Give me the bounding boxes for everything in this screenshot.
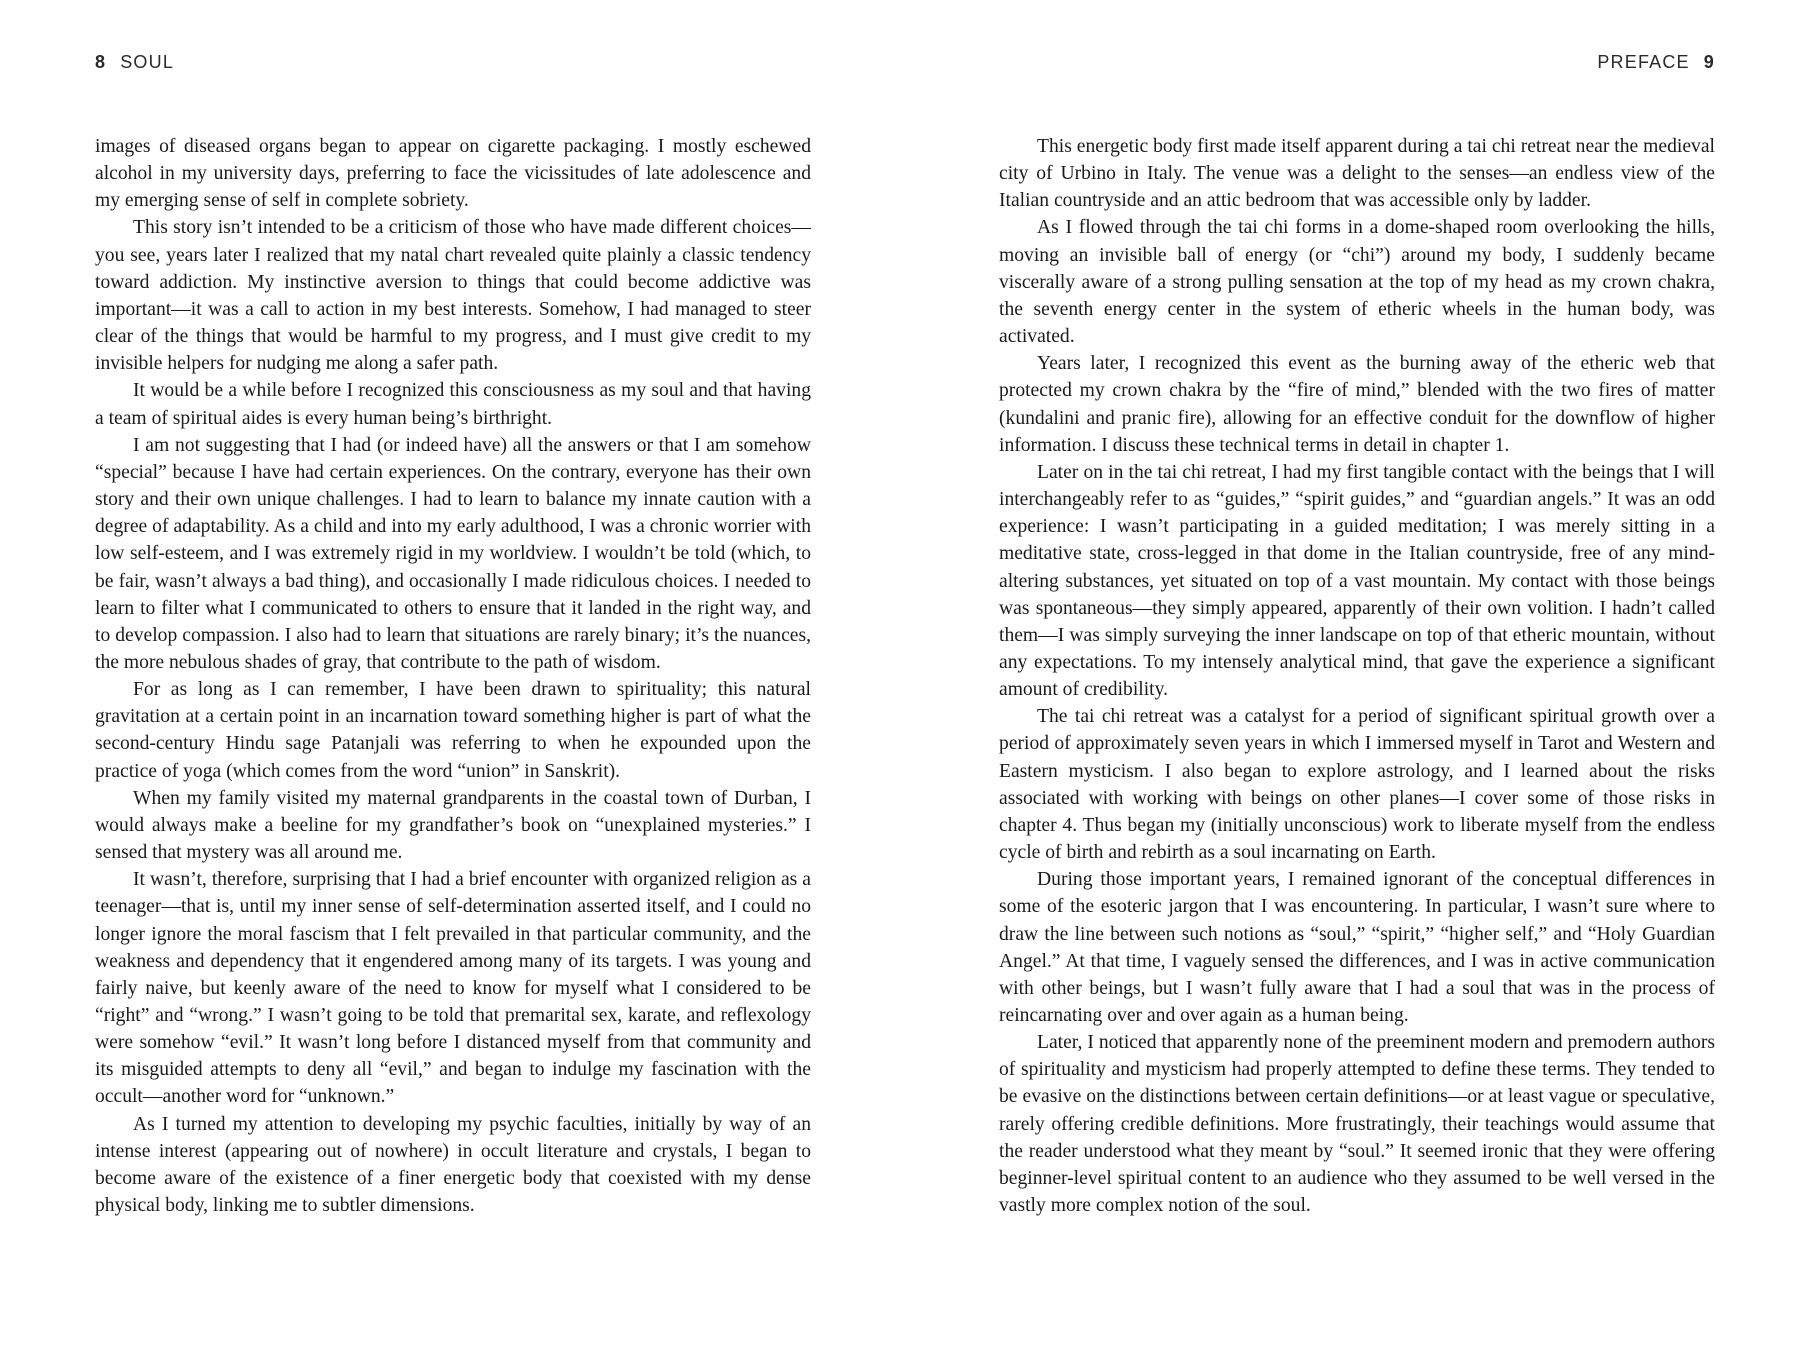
paragraph: It would be a while before I recognized this consciousness as my soul and that having a team of spiritual aides is every human being’s birthright. [95, 380, 811, 429]
left-running-title: SOUL [120, 52, 175, 72]
right-page-number: 9 [1703, 52, 1715, 72]
paragraph: This energetic body first made itself apparent during a tai chi retreat near the medieval city of Urbino in Italy. The venue was a delight to the senses—an endless view of the Italian countryside and an attic bedroom that was accessible only by ladder. [999, 136, 1715, 212]
right-running-title: PREFACE [1597, 52, 1690, 72]
paragraph: When my family visited my maternal grandparents in the coastal town of Durban, I would always make a beeline for my grandfather’s book on “unexplained mysteries.” I sensed that mystery was all around me. [95, 787, 811, 864]
paragraph: The tai chi retreat was a catalyst for a period of significant spiritual growth over a period of approximately seven years in which I immersed myself in Tarot and Western and Eastern mysticism. I also began to explore astrology, and I learned about the risks associated with working with beings on other planes—I cover some of those risks in chapter 4. Thus began my (initially unconscious) work to liberate myself from the endless cycle of birth and rebirth as a soul incarnating on Earth. [999, 706, 1715, 864]
paragraph: This story isn’t intended to be a criticism of those who have made different choices—you see, years later I realized that my natal chart revealed quite plainly a classic tendency toward addiction. My instinctive aversion to things that could become addictive was important—it was a call to action in my best interests. Somehow, I had managed to steer clear of the things that would be harmful to my progress, and I must give credit to my invisible helpers for nudging me along a safer path. [95, 217, 811, 375]
left-running-head [95, 52, 174, 73]
paragraph: For as long as I can remember, I have been drawn to spirituality; this natural gravitation at a certain point in an incarnation toward something higher is part of what the second-century Hindu sage Patanjali was referring to when he expounded upon the practice of yoga (which comes from the word “union” in Sanskrit). [95, 679, 811, 782]
paragraph: images of diseased organs began to appear on cigarette packaging. I mostly eschewed alcohol in my university days, preferring to face the vicissitudes of late adolescence and my emerging sense of self in complete sobriety. [95, 136, 811, 212]
paragraph: Years later, I recognized this event as the burning away of the etheric web that protected my crown chakra by the “fire of mind,” blended with the two fires of matter (kundalini and pranic fire), allowing for an effective conduit for the downflow of higher information. I discuss these technical terms in detail in chapter 1. [999, 353, 1715, 456]
paragraph: Later, I noticed that apparently none of the preeminent modern and premodern authors of spirituality and mysticism had properly attempted to define these terms. They tended to be evasive on the distinctions between certain definitions—or at least vague or speculative, rarely offering credible definitions. More frustratingly, their teachings would assume that the reader understood what they meant by “soul.” It seemed ironic that they were offering beginner-level spiritual content to an audience who they assumed to be well versed in the vastly more complex notion of the soul. [999, 1032, 1715, 1217]
paragraph: Later on in the tai chi retreat, I had my first tangible contact with the beings that I will interchangeably refer to as “guides,” “spirit guides,” and “guardian angels.” It was an odd experience: I wasn’t participating in a guided meditation; I was merely sitting in a meditative state, cross-legged in that dome in the Italian countryside, free of any mind-altering substances, yet situated on top of a vast mountain. My contact with those beings was spontaneous—they simply appeared, apparently of their own volition. I hadn’t called them—I was simply surveying the inner landscape on top of that etheric mountain, without any expectations. To my intensely analytical mind, that gave the experience a significant amount of credibility. [999, 461, 1715, 701]
left-page-body [95, 133, 811, 1219]
paragraph: As I turned my attention to developing my psychic faculties, initially by way of an intense interest (appearing out of nowhere) in occult literature and crystals, I began to become aware of the existence of a finer energetic body that coexisted with my dense physical body, linking me to subtler dimensions. [95, 1113, 811, 1217]
left-page-number: 8 [95, 52, 107, 72]
right-page-body [999, 133, 1715, 1219]
paragraph: As I flowed through the tai chi forms in a dome-shaped room overlooking the hills, moving an invisible ball of energy (or “chi”) around my body, I suddenly became viscerally aware of a strong pulling sensation at the top of my head as my crown chakra, the seventh energy center in the system of etheric wheels in the human body, was activated. [999, 217, 1715, 348]
paragraph: It wasn’t, therefore, surprising that I had a brief encounter with organized religion as a teenager—that is, until my inner sense of self-determination asserted itself, and I could no longer ignore the moral fascism that I felt prevailed in that particular community, and the weakness and dependency that it engendered among many of its targets. I was young and fairly naive, but keenly aware of the need to know for myself what I considered to be “right” and “wrong.” I wasn’t going to be told that premarital sex, karate, and reflexology were somehow “evil.” It wasn’t long before I distanced myself from that community and its misguided attempts to deny all “evil,” and began to indulge my fascination with the occult—another word for “unknown.” [95, 869, 811, 1108]
paragraph: During those important years, I remained ignorant of the conceptual differences in some of the esoteric jargon that I was encountering. In particular, I wasn’t sure where to draw the line between such notions as “soul,” “spirit,” “higher self,” and “Holy Guardian Angel.” At that time, I vaguely sensed the differences, and I was in active communication with other beings, but I wasn’t fully aware that I had a soul that was in the process of reincarnating over and over again as a human being. [999, 869, 1715, 1026]
paragraph: I am not suggesting that I had (or indeed have) all the answers or that I am somehow “special” because I have had certain experiences. On the contrary, everyone has their own story and their own unique challenges. I had to learn to balance my innate caution with a degree of adaptability. As a child and into my early adulthood, I was a chronic worrier with low self-esteem, and I was extremely rigid in my worldview. I wouldn’t be told (which, to be fair, wasn’t always a bad thing), and occasionally I made ridiculous choices. I needed to learn to filter what I communicated to others to ensure that it landed in the right way, and to develop compassion. I also had to learn that situations are rarely binary; it’s the nuances, the more nebulous shades of gray, that contribute to the path of wisdom. [95, 434, 811, 673]
right-running-head [1597, 52, 1715, 73]
